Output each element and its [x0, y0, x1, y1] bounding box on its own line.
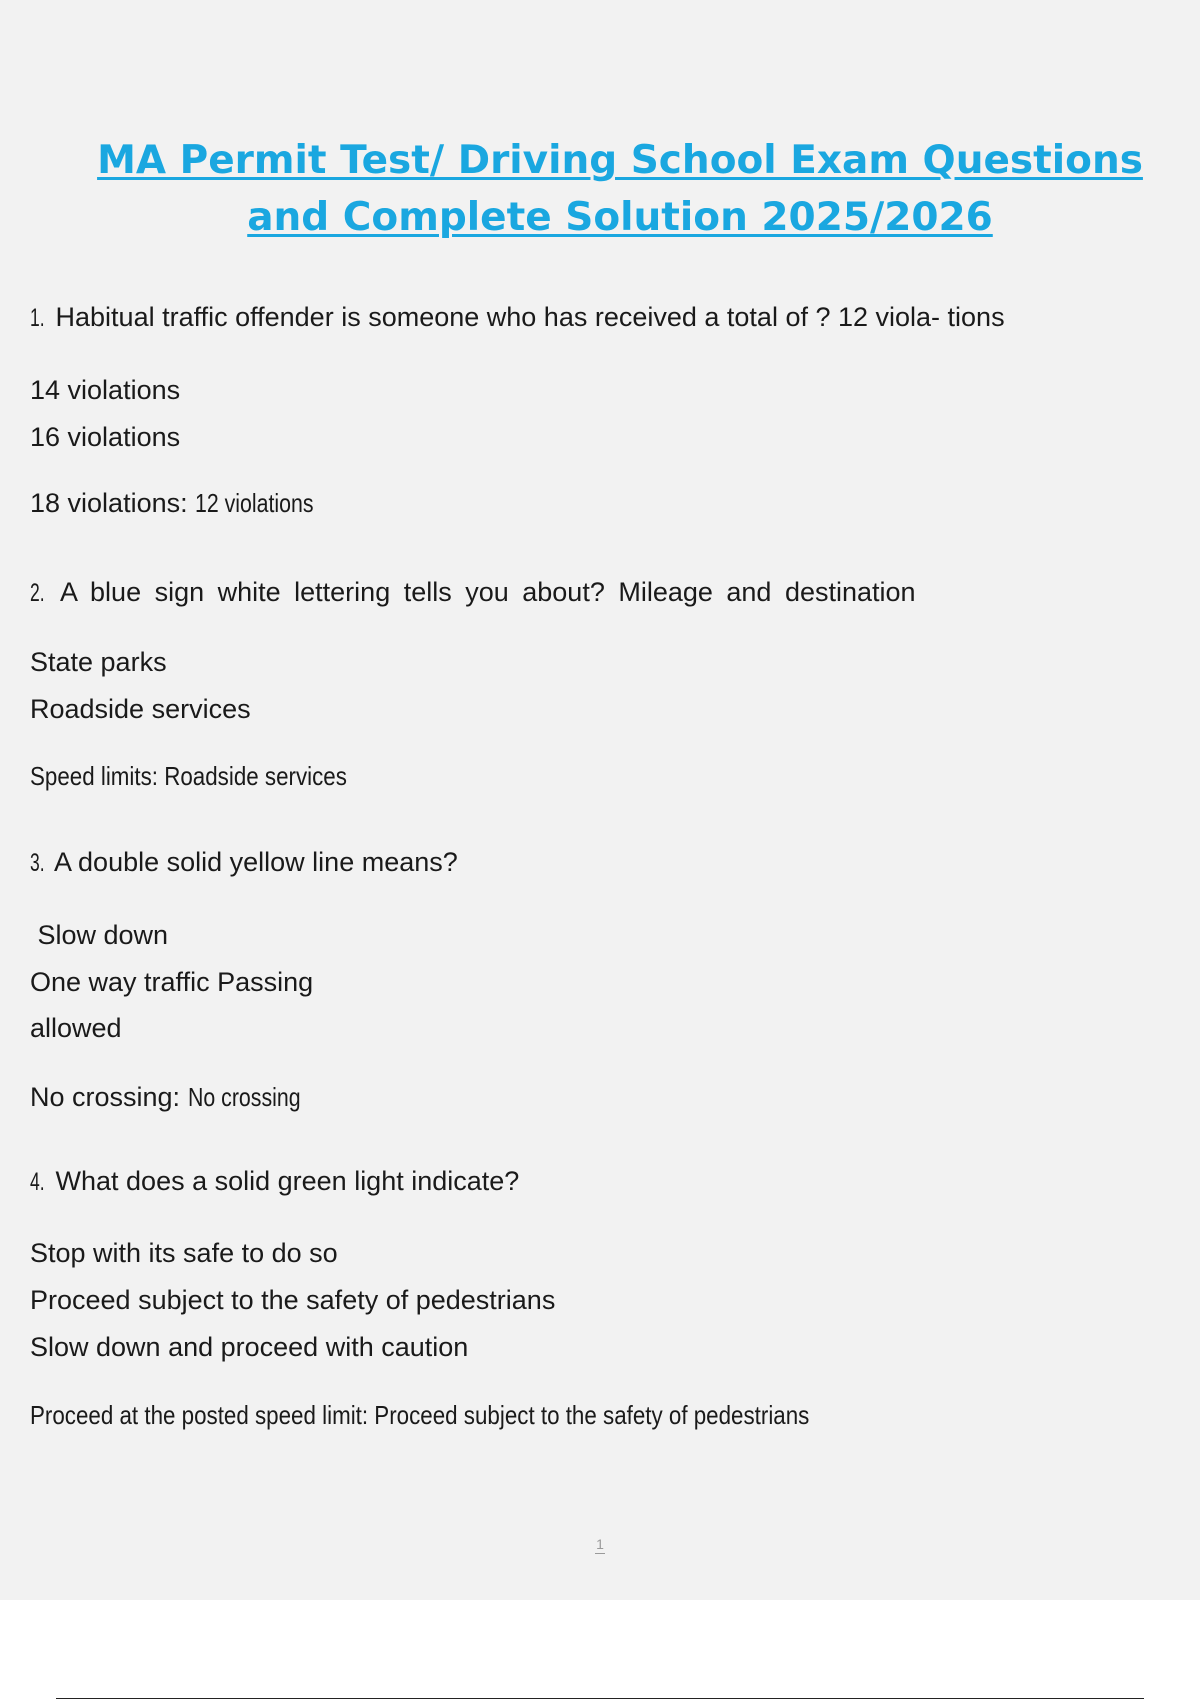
- answer-line: [30, 488, 340, 519]
- option: Proceed at the posted speed limit:: [30, 1400, 369, 1430]
- footer-rule: [56, 1698, 1144, 1699]
- option: State parks: [30, 647, 167, 677]
- answer-line: [30, 1082, 325, 1113]
- answer: Proceed subject to the safety of pedestrians: [374, 1400, 810, 1430]
- answer-line: [30, 1400, 809, 1431]
- option: Slow down and proceed with caution: [30, 1332, 469, 1362]
- question-1: [30, 302, 1005, 333]
- option: No crossing:: [30, 1082, 181, 1112]
- question-4: [30, 1166, 519, 1197]
- question-number: 4.: [30, 1168, 45, 1196]
- answer: Roadside services: [164, 761, 347, 791]
- option: allowed: [30, 1013, 122, 1043]
- question-text: What does a solid green light indicate?: [55, 1166, 520, 1196]
- question-text: Habitual traffic offender is someone who has received a total of ? 12 viola- tions: [55, 302, 1005, 332]
- option: Slow down: [30, 920, 169, 950]
- question-text: A double solid yellow line means?: [54, 847, 458, 877]
- question-2: [30, 577, 916, 608]
- answer-line: [30, 761, 347, 792]
- option: Stop with its safe to do so: [30, 1238, 338, 1268]
- question-text: A blue sign white lettering tells you about? Mileage and destination: [60, 577, 916, 607]
- title-line-2: and Complete Solution 2025/2026: [247, 195, 993, 240]
- question-number: 3.: [30, 849, 45, 877]
- question-number: 1.: [30, 304, 45, 332]
- document-title: [40, 132, 1200, 246]
- option: 16 violations: [30, 422, 181, 452]
- option: Speed limits:: [30, 761, 159, 791]
- page-number: 1: [588, 1536, 612, 1554]
- answer: No crossing: [187, 1082, 301, 1112]
- answer: 12 violations: [195, 488, 314, 518]
- option: 14 violations: [30, 375, 181, 405]
- option: 18 violations:: [30, 488, 188, 518]
- option: Roadside services: [30, 694, 251, 724]
- option: Proceed subject to the safety of pedestrians: [30, 1285, 556, 1315]
- question-number: 2.: [30, 579, 45, 607]
- question-3: [30, 847, 458, 878]
- title-line-1: MA Permit Test/ Driving School Exam Questions: [97, 138, 1143, 183]
- option: One way traffic Passing: [30, 967, 314, 997]
